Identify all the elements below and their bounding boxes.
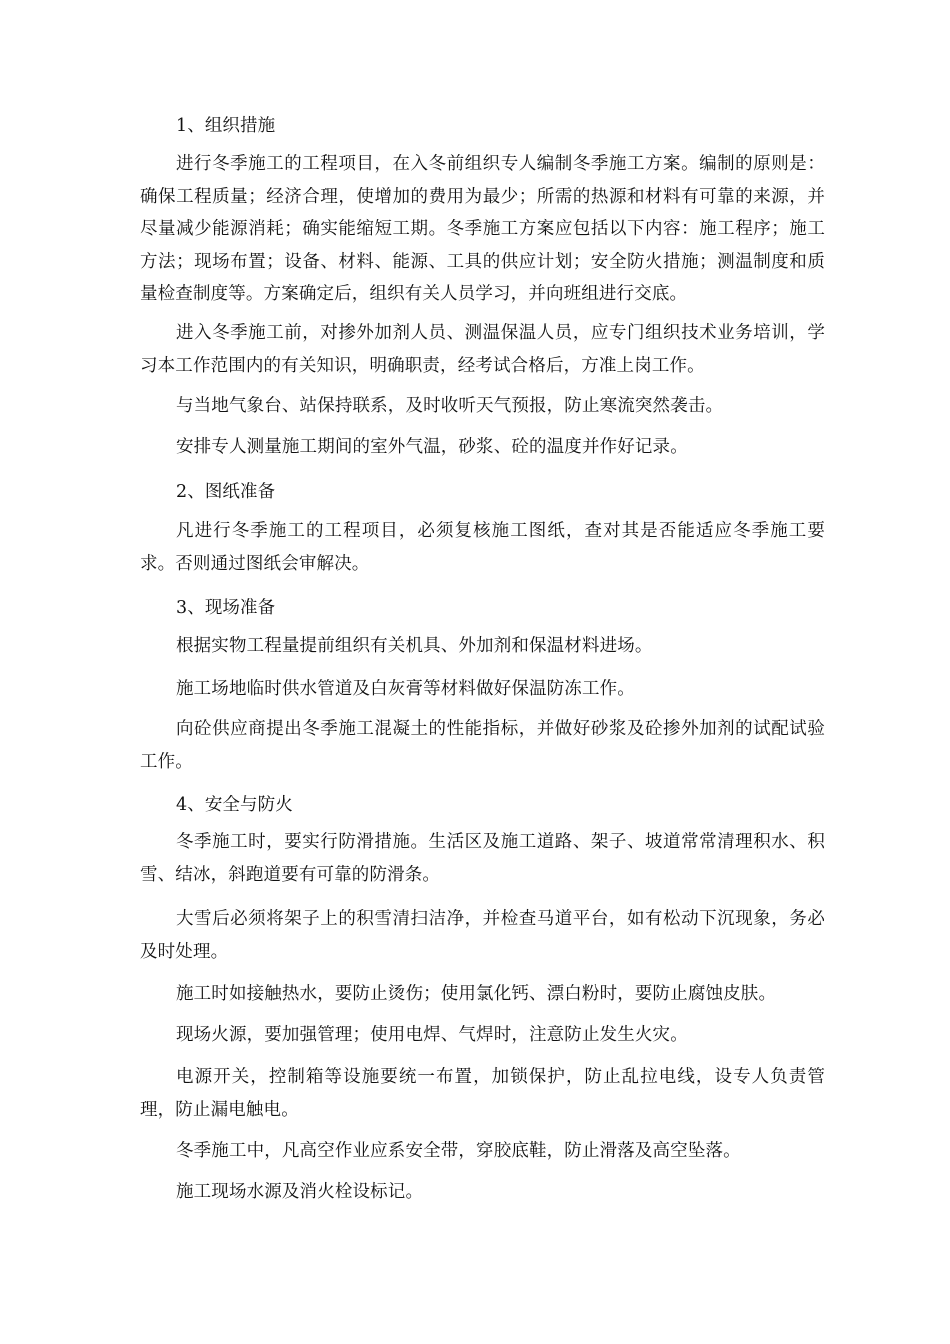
section-heading: 1、组织措施 [176,116,276,136]
paragraph: 电源开关，控制箱等设施要统一布置，加锁保护，防止乱拉电线，设专人负责管理，防止漏电触电。 [140,1067,825,1120]
paragraph: 进入冬季施工前，对掺外加剂人员、测温保温人员，应专门组织技术业务培训，学习本工作范围内的有关知识，明确职责，经考试合格后，方准上岗工作。 [140,323,825,376]
paragraph: 施工场地临时供水管道及白灰膏等材料做好保温防冻工作。 [176,679,635,699]
paragraph: 现场火源，要加强管理；使用电焊、气焊时，注意防止发生火灾。 [176,1025,688,1045]
paragraph: 根据实物工程量提前组织有关机具、外加剂和保温材料进场。 [176,636,653,656]
paragraph: 冬季施工时，要实行防滑措施。生活区及施工道路、架子、坡道常常清理积水、积雪、结冰，斜跑道要有可靠的防滑条。 [140,832,825,885]
paragraph: 进行冬季施工的工程项目，在入冬前组织专人编制冬季施工方案。编制的原则是：确保工程质量；经济合理，使增加的费用为最少；所需的热源和材料有可靠的来源，并尽量减少能源消耗；确实能缩短工期。冬季施工方案应包括以下内容：施工程序；施工方法；现场布置；设备、材料、能源、工具的供应计划；安全防火措施；测温制度和质量检查制度等。方案确定后，组织有关人员学习，并向班组进行交底。 [140,154,825,304]
paragraph: 安排专人测量施工期间的室外气温，砂浆、砼的温度并作好记录。 [176,437,688,457]
paragraph: 向砼供应商提出冬季施工混凝土的性能指标，并做好砂浆及砼掺外加剂的试配试验工作。 [140,719,825,772]
paragraph: 大雪后必须将架子上的积雪清扫洁净，并检查马道平台，如有松动下沉现象，务必及时处理。 [140,909,825,962]
section-heading: 2、图纸准备 [176,482,276,502]
paragraph: 施工时如接触热水，要防止烫伤；使用氯化钙、漂白粉时，要防止腐蚀皮肤。 [176,984,777,1004]
paragraph: 施工现场水源及消火栓设标记。 [176,1182,424,1202]
paragraph: 凡进行冬季施工的工程项目，必须复核施工图纸，查对其是否能适应冬季施工要求。否则通过图纸会审解决。 [140,521,825,574]
paragraph: 与当地气象台、站保持联系，及时收听天气预报，防止寒流突然袭击。 [176,396,724,416]
section-heading: 3、现场准备 [176,598,276,618]
section-heading: 4、安全与防火 [176,795,293,815]
paragraph: 冬季施工中，凡高空作业应系安全带，穿胶底鞋，防止滑落及高空坠落。 [176,1141,741,1161]
